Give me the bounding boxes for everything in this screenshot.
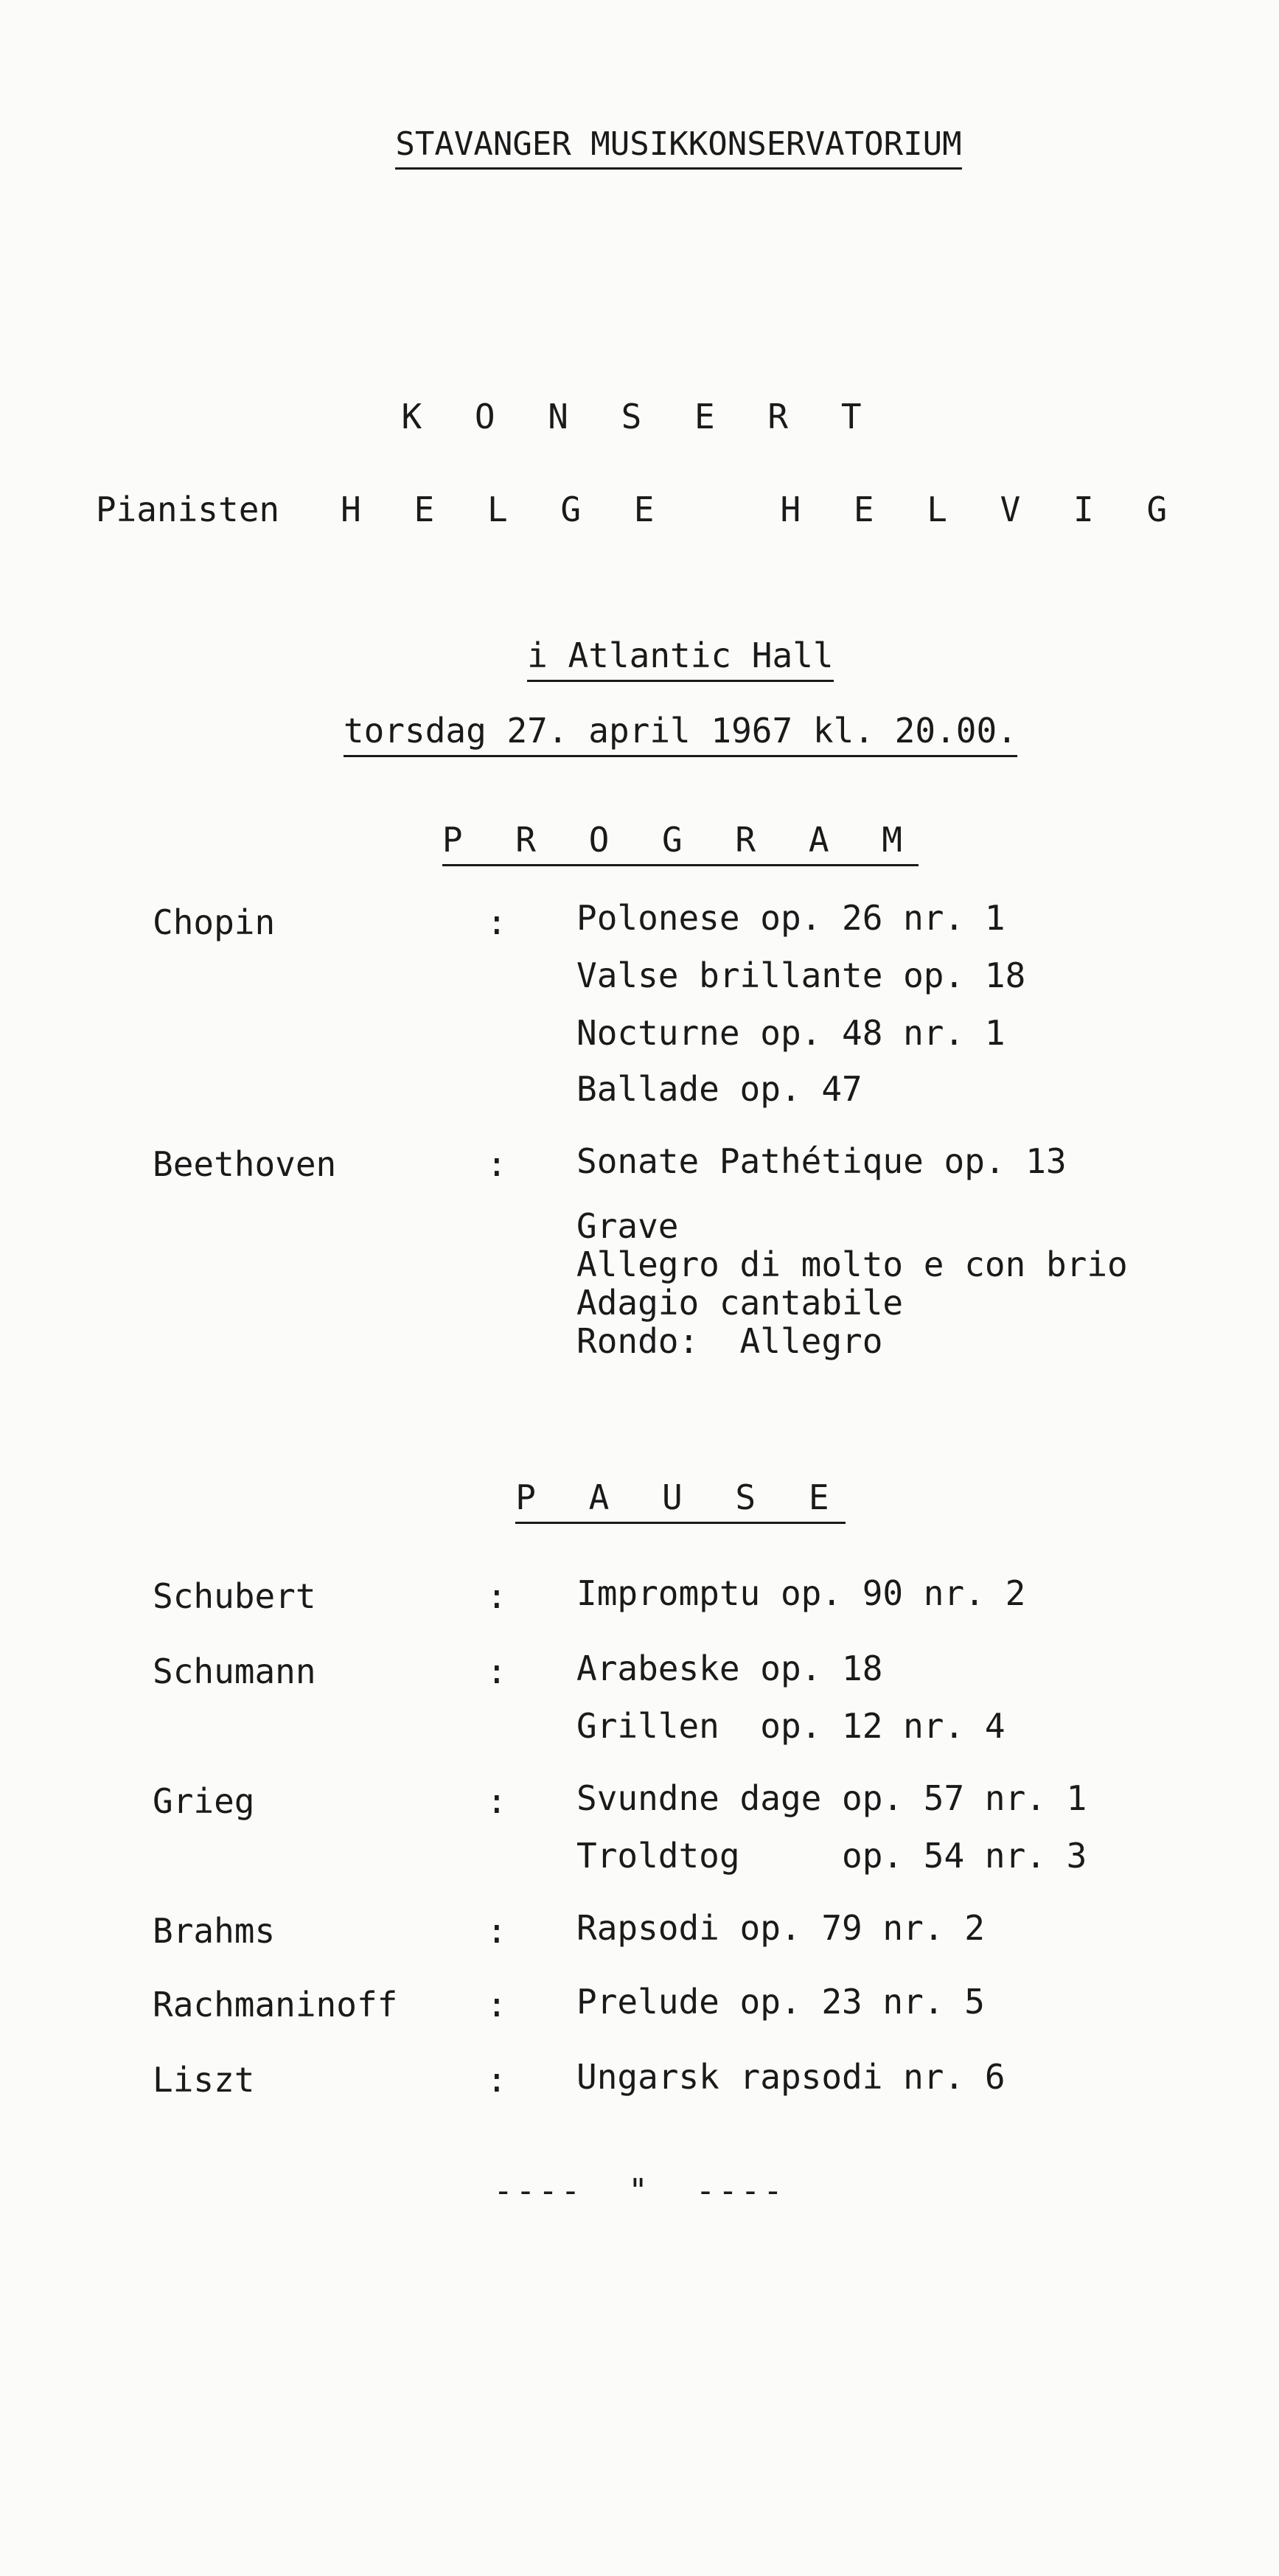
- work-item: Polonese op. 26 nr. 1: [576, 898, 1006, 938]
- program-heading: P R O G R A M: [442, 820, 919, 866]
- movement-item: Allegro di molto e con brio: [576, 1245, 1128, 1284]
- work-item: Grillen op. 12 nr. 4: [576, 1706, 1006, 1746]
- work-item: Troldtog op. 54 nr. 3: [576, 1836, 1087, 1876]
- performer-prefix: Pianisten: [95, 490, 280, 529]
- movement-item: Rondo: Allegro: [576, 1321, 883, 1361]
- work-item: Nocturne op. 48 nr. 1: [576, 1013, 1006, 1053]
- colon: :: [487, 1144, 507, 1184]
- composer-chopin: Chopin: [153, 902, 276, 942]
- work-item: Impromptu op. 90 nr. 2: [576, 1573, 1026, 1613]
- colon: :: [487, 902, 507, 942]
- movement-item: Grave: [576, 1206, 679, 1246]
- colon: :: [487, 1576, 507, 1616]
- composer-grieg: Grieg: [153, 1781, 255, 1821]
- footer-divider: ---- " ----: [493, 2172, 786, 2210]
- institution-name: STAVANGER MUSIKKONSERVATORIUM: [395, 125, 961, 170]
- composer-schumann: Schumann: [153, 1651, 316, 1691]
- colon: :: [487, 2060, 507, 2100]
- movement-item: Adagio cantabile: [576, 1283, 904, 1323]
- composer-brahms: Brahms: [153, 1911, 276, 1951]
- composer-schubert: Schubert: [153, 1576, 316, 1616]
- colon: :: [487, 1985, 507, 2025]
- composer-liszt: Liszt: [153, 2060, 255, 2100]
- concert-title: K O N S E R T: [401, 397, 878, 436]
- institution-header-wrap: [0, 96, 1279, 193]
- colon: :: [487, 1651, 507, 1691]
- composer-beethoven: Beethoven: [153, 1144, 337, 1184]
- work-item: Valse brillante op. 18: [576, 955, 1026, 995]
- pause-heading: P A U S E: [515, 1477, 845, 1524]
- composer-rachmaninoff: Rachmaninoff: [153, 1985, 398, 2025]
- venue: i Atlantic Hall: [527, 636, 833, 682]
- performer-line: [0, 490, 1279, 529]
- work-item: Arabeske op. 18: [576, 1649, 883, 1688]
- work-item: Sonate Pathétique op. 13: [576, 1141, 1067, 1181]
- pause-heading-wrap: [0, 1447, 1279, 1548]
- date-time: torsdag 27. april 1967 kl. 20.00.: [344, 711, 1017, 757]
- colon: :: [487, 1781, 507, 1821]
- work-item: Svundne dage op. 57 nr. 1: [576, 1778, 1087, 1818]
- colon: :: [487, 1911, 507, 1951]
- date-wrap: [0, 680, 1279, 781]
- work-item: Prelude op. 23 nr. 5: [576, 1982, 985, 2022]
- performer-name: H E L G E H E L V I G: [341, 490, 1184, 529]
- work-item: Rapsodi op. 79 nr. 2: [576, 1908, 985, 1948]
- work-item: Ballade op. 47: [576, 1069, 862, 1109]
- program-heading-wrap: [0, 789, 1279, 891]
- work-item: Ungarsk rapsodi nr. 6: [576, 2057, 1006, 2097]
